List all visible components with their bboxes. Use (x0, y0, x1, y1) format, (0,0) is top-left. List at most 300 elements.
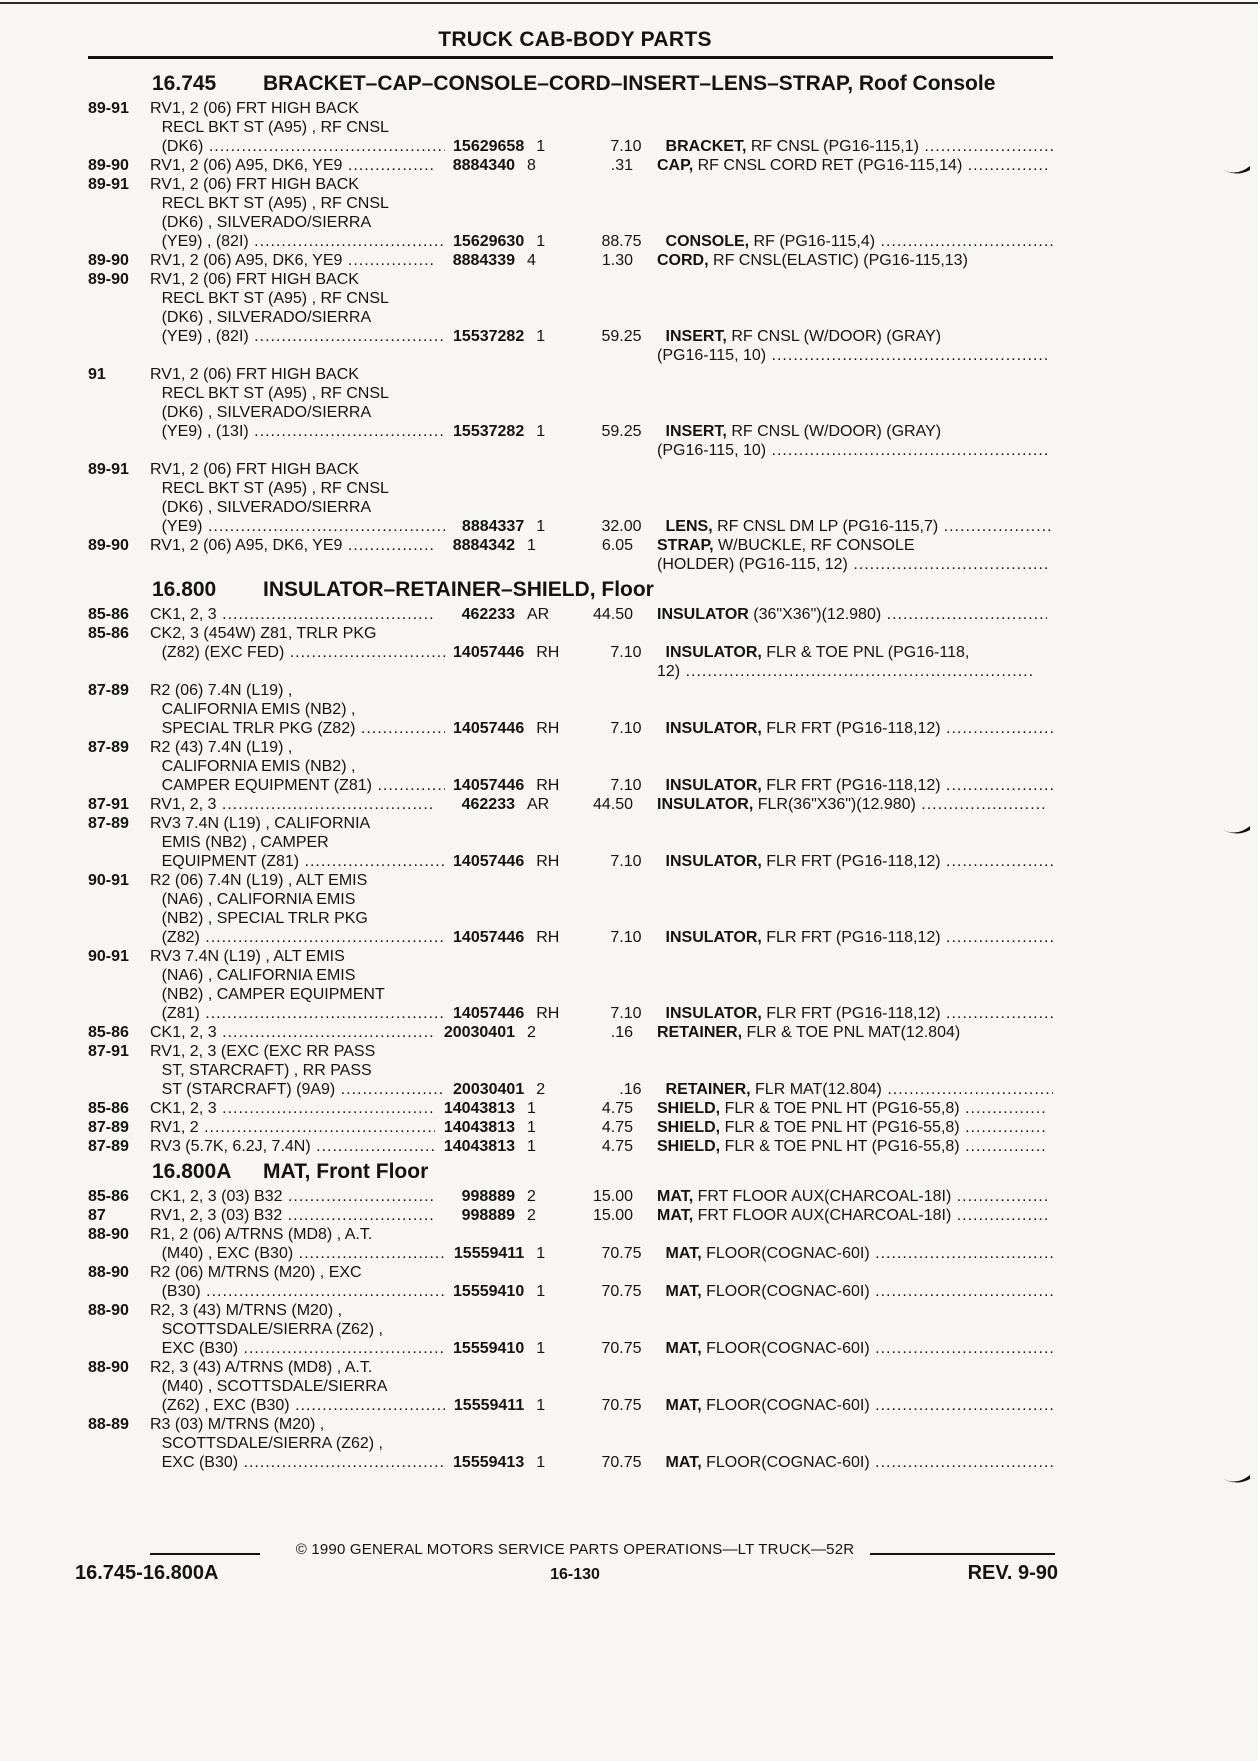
price (566, 966, 642, 985)
table-row (88, 137, 1053, 156)
quantity (515, 346, 557, 365)
application: SCOTTSDALE/SIERRA (Z62) , (161, 1321, 383, 1338)
price (566, 194, 642, 213)
copyright-notice: © 1990 GENERAL MOTORS SERVICE PARTS OPERATIONS—LT TRUCK—52R (295, 1541, 855, 1558)
quantity (515, 1415, 557, 1434)
model-years (88, 719, 150, 738)
quantity: RH (536, 720, 560, 737)
description-detail: FLR & TOE PNL HT (PG16-55,8) (720, 1119, 960, 1136)
part-number: 14043813 (443, 1119, 515, 1136)
table-row (88, 681, 1053, 700)
model-years: 89-90 (88, 271, 129, 288)
price (566, 289, 642, 308)
price (566, 1320, 642, 1339)
table-row (88, 605, 1053, 624)
table-row (88, 643, 1053, 662)
table-row (88, 871, 1053, 890)
part-number (435, 175, 515, 194)
quantity: 1 (536, 1454, 546, 1471)
application: EXC (B30) ..... (150, 1339, 445, 1358)
description-detail: RF CNSL (W/DOOR) (GRAY) (726, 423, 942, 440)
application: (Z82) ..... (150, 928, 445, 947)
quantity (515, 99, 557, 118)
description-name: INSULATOR, (665, 853, 762, 870)
section-heading (88, 68, 1053, 99)
description-name: INSULATOR, (665, 929, 762, 946)
description (633, 814, 1047, 833)
part-number (435, 738, 515, 757)
model-years (88, 890, 150, 909)
table-row (88, 814, 1053, 833)
part-number: 14057446 (453, 777, 525, 794)
table-row (88, 624, 1053, 643)
quantity: RH (536, 644, 560, 661)
application (150, 346, 435, 365)
price: 70.75 (601, 1340, 642, 1357)
model-years (88, 643, 150, 662)
quantity (524, 1434, 566, 1453)
model-years (88, 118, 150, 137)
table-row (88, 460, 1053, 479)
table-row (88, 384, 1053, 403)
description (642, 928, 1053, 947)
table-row (88, 757, 1053, 776)
description (642, 1396, 1053, 1415)
quantity (515, 738, 557, 757)
price (566, 479, 642, 498)
model-years: 89-91 (88, 461, 129, 478)
description (642, 909, 1053, 928)
quantity: 2 (536, 1081, 546, 1098)
application: RV1, 2, 3 (EXC (EXC RR PASS (150, 1043, 376, 1060)
description-detail: FLR & TOE PNL HT (PG16-55,8) (720, 1138, 960, 1155)
part-number: 15559411 (453, 1397, 525, 1414)
part-number (435, 460, 515, 479)
quantity: 1 (527, 1138, 536, 1155)
price (566, 1061, 642, 1080)
application: RECL BKT ST (A95) , RF CNSL (161, 480, 389, 497)
quantity: 1 (536, 1397, 546, 1414)
application: CK1, 2, 3 ..... (150, 605, 435, 624)
quantity: 1 (536, 518, 546, 535)
part-number (445, 1377, 524, 1396)
quantity: RH (536, 929, 560, 946)
part-number: 15537282 (453, 328, 525, 345)
description (633, 1023, 1047, 1042)
description-detail: FLR FRT (PG16-118,12) (761, 777, 941, 794)
description (633, 662, 1047, 681)
description (642, 1453, 1053, 1472)
price (557, 346, 633, 365)
model-years (88, 776, 150, 795)
part-number: 15559411 (453, 1245, 525, 1262)
quantity (515, 441, 557, 460)
model-years (88, 852, 150, 871)
price: 70.75 (601, 1283, 642, 1300)
part-number (435, 814, 515, 833)
application: (Z81) ..... (150, 1004, 445, 1023)
part-number (435, 662, 515, 681)
description-name: LENS, (665, 518, 713, 535)
price (566, 403, 642, 422)
model-years: 87 (88, 1207, 106, 1224)
description-detail: FLR FRT (PG16-118,12) (761, 720, 941, 737)
quantity (524, 384, 566, 403)
model-years: 89-90 (88, 252, 129, 269)
table-row (88, 738, 1053, 757)
quantity (515, 1042, 557, 1061)
description (633, 1187, 1047, 1206)
price (557, 1263, 633, 1282)
description (633, 1137, 1047, 1156)
description (642, 422, 1053, 441)
price (557, 175, 633, 194)
description-detail: FLOOR(COGNAC-60I) (701, 1340, 870, 1357)
description-detail: RF CNSL CORD RET (PG16-115,14) (693, 157, 963, 174)
quantity (524, 833, 566, 852)
part-number: 14043813 (443, 1100, 515, 1117)
model-years (88, 966, 150, 985)
model-years (88, 137, 150, 156)
description (633, 365, 1047, 384)
price: 7.10 (610, 138, 642, 155)
quantity (524, 985, 566, 1004)
quantity (515, 1358, 557, 1377)
part-number (445, 289, 524, 308)
model-years (88, 498, 150, 517)
price: 32.00 (601, 518, 642, 535)
description (633, 1225, 1047, 1244)
price: 59.25 (601, 328, 642, 345)
description-detail: RF CNSL (PG16-115,1) (746, 138, 919, 155)
quantity (515, 662, 557, 681)
table-row (88, 422, 1053, 441)
quantity: RH (536, 777, 560, 794)
quantity: 1 (527, 537, 536, 554)
part-number: 15559413 (453, 1454, 525, 1471)
table-row (88, 289, 1053, 308)
application: EXC (B30) ..... (150, 1453, 445, 1472)
table-row (88, 156, 1053, 175)
part-number: 462233 (461, 606, 515, 623)
application: RECL BKT ST (A95) , RF CNSL (161, 385, 389, 402)
price (557, 662, 633, 681)
application: SPECIAL TRLR PKG (Z82) ..... (150, 719, 445, 738)
part-number (445, 194, 524, 213)
model-years: 87-91 (88, 1043, 129, 1060)
table-row (88, 308, 1053, 327)
part-number (445, 403, 524, 422)
table-row (88, 118, 1053, 137)
model-years (88, 1282, 150, 1301)
description-name: MAT, (665, 1454, 702, 1471)
quantity (515, 460, 557, 479)
description (642, 479, 1053, 498)
part-number (445, 757, 524, 776)
application: SCOTTSDALE/SIERRA (Z62) , (161, 1435, 383, 1452)
price (566, 757, 642, 776)
price: 7.10 (610, 720, 642, 737)
description (633, 947, 1047, 966)
part-number (435, 681, 515, 700)
price (557, 1225, 633, 1244)
description (633, 738, 1047, 757)
model-years (88, 403, 150, 422)
table-row (88, 1377, 1053, 1396)
quantity (524, 213, 566, 232)
description-name: SHIELD, (657, 1119, 721, 1136)
part-number: 8884339 (452, 252, 515, 269)
price: 70.75 (601, 1245, 642, 1262)
price (557, 441, 633, 460)
table-row (88, 833, 1053, 852)
description-detail: (HOLDER) (PG16-115, 12) (657, 556, 848, 573)
model-years (88, 833, 150, 852)
application: CAMPER EQUIPMENT (Z81) ..... (150, 776, 445, 795)
part-number (435, 1263, 515, 1282)
application: RV1, 2 (06) FRT HIGH BACK (150, 366, 359, 383)
application: (DK6) , SILVERADO/SIERRA (161, 499, 372, 516)
model-years: 88-90 (88, 1359, 129, 1376)
price (566, 308, 642, 327)
description-detail: 12) (657, 663, 681, 680)
part-number (435, 624, 515, 643)
description-detail: FLR & TOE PNL MAT(12.804) (742, 1024, 961, 1041)
application: RECL BKT ST (A95) , RF CNSL (161, 119, 389, 136)
price: 88.75 (601, 233, 642, 250)
model-years (88, 422, 150, 441)
description-detail: RF CNSL DM LP (PG16-115,7) (712, 518, 939, 535)
price: 59.25 (601, 423, 642, 440)
model-years: 89-91 (88, 176, 129, 193)
description (633, 555, 1047, 574)
description (633, 441, 1047, 460)
price: 1.30 (601, 252, 633, 269)
quantity: 2 (527, 1024, 536, 1041)
part-number: 14057446 (453, 720, 525, 737)
description-name: MAT, (665, 1283, 702, 1300)
price (557, 681, 633, 700)
table-row (88, 1434, 1053, 1453)
description (633, 251, 1047, 270)
price: 7.10 (610, 644, 642, 661)
table-row (88, 270, 1053, 289)
description (633, 460, 1047, 479)
application: R2 (06) M/TRNS (M20) , EXC (150, 1264, 362, 1281)
table-row (88, 1225, 1053, 1244)
table-row (88, 1358, 1053, 1377)
section-number: 16.745 (152, 72, 217, 95)
description-name: INSULATOR, (657, 796, 754, 813)
description-name: INSULATOR, (665, 1005, 762, 1022)
application: R3 (03) M/TRNS (M20) , (150, 1416, 325, 1433)
description-detail: FLR FRT (PG16-118,12) (761, 929, 941, 946)
description-detail: RF CNSL(ELASTIC) (PG16-115,13) (708, 252, 968, 269)
table-row (88, 213, 1053, 232)
table-row (88, 232, 1053, 251)
punch-mark-icon (1220, 1475, 1250, 1485)
part-number: 15559410 (453, 1283, 525, 1300)
section-heading (88, 1156, 1053, 1187)
description (633, 1042, 1047, 1061)
description (642, 384, 1053, 403)
quantity: 1 (536, 1283, 546, 1300)
quantity: 1 (536, 423, 546, 440)
description-name: INSERT, (665, 423, 727, 440)
model-years (88, 232, 150, 251)
quantity (515, 555, 557, 574)
application (150, 555, 435, 574)
description-detail: FLOOR(COGNAC-60I) (701, 1245, 870, 1262)
application: CALIFORNIA EMIS (NB2) , (161, 701, 356, 718)
application: RV1, 2 (06) FRT HIGH BACK (150, 176, 359, 193)
model-years: 87-91 (88, 796, 129, 813)
description (642, 118, 1053, 137)
price (557, 1358, 633, 1377)
table-row (88, 346, 1053, 365)
table-row (88, 1282, 1053, 1301)
part-number: 8884342 (452, 537, 515, 554)
application: (YE9) , (82I) ..... (150, 327, 445, 346)
description (633, 156, 1047, 175)
section-number: 16.800 (152, 578, 217, 601)
part-number (435, 346, 515, 365)
quantity (524, 498, 566, 517)
quantity (515, 1263, 557, 1282)
price (557, 1301, 633, 1320)
price: 70.75 (601, 1397, 642, 1414)
description-name: CONSOLE, (665, 233, 750, 250)
table-row (88, 795, 1053, 814)
application: RV1, 2 (06) A95, DK6, YE9 ..... (150, 536, 435, 555)
model-years (88, 700, 150, 719)
quantity (524, 118, 566, 137)
quantity (524, 403, 566, 422)
model-years: 85-86 (88, 1024, 129, 1041)
description (642, 719, 1053, 738)
application: (NA6) , CALIFORNIA EMIS (161, 967, 356, 984)
part-number: 998889 (461, 1188, 515, 1205)
description (642, 1080, 1053, 1099)
model-years (88, 1320, 150, 1339)
model-years (88, 1453, 150, 1472)
application: RV1, 2, 3 (03) B32 ..... (150, 1206, 435, 1225)
quantity: AR (527, 606, 550, 623)
part-number (435, 270, 515, 289)
part-number (445, 1434, 524, 1453)
part-number (445, 1061, 524, 1080)
model-years (88, 289, 150, 308)
price (557, 1042, 633, 1061)
price: 4.75 (601, 1138, 633, 1155)
description (642, 1320, 1053, 1339)
table-row (88, 909, 1053, 928)
model-years: 85-86 (88, 606, 129, 623)
quantity: RH (536, 1005, 560, 1022)
model-years (88, 909, 150, 928)
quantity (524, 700, 566, 719)
description-detail: RF (PG16-115,4) (749, 233, 876, 250)
application: RV1, 2 (06) FRT HIGH BACK (150, 461, 359, 478)
price (557, 460, 633, 479)
table-row (88, 1320, 1053, 1339)
description (633, 871, 1047, 890)
application: ST, STARCRAFT) , RR PASS (161, 1062, 372, 1079)
model-years (88, 1396, 150, 1415)
description-name: INSULATOR, (665, 644, 762, 661)
price (557, 270, 633, 289)
punch-mark-icon (1220, 166, 1250, 176)
price (566, 700, 642, 719)
application: EMIS (NB2) , CAMPER (161, 834, 329, 851)
description (642, 776, 1053, 795)
page-number: 16-130 (550, 1566, 600, 1583)
part-number (445, 966, 524, 985)
application: R2 (06) 7.4N (L19) , (150, 682, 293, 699)
model-years: 87-89 (88, 739, 129, 756)
quantity: 4 (527, 252, 536, 269)
description-detail: FRT FLOOR AUX(CHARCOAL-18I) (693, 1188, 952, 1205)
model-years (88, 327, 150, 346)
price (566, 985, 642, 1004)
part-number (445, 909, 524, 928)
model-years (88, 308, 150, 327)
quantity: 1 (527, 1119, 536, 1136)
part-number (445, 118, 524, 137)
description (642, 1004, 1053, 1023)
description (642, 757, 1053, 776)
quantity (515, 175, 557, 194)
model-years: 85-86 (88, 1188, 129, 1205)
price: 7.10 (610, 777, 642, 794)
table-row (88, 1099, 1053, 1118)
description-detail: (PG16-115, 10) (657, 347, 767, 364)
part-number (445, 833, 524, 852)
description-name: RETAINER, (665, 1081, 751, 1098)
part-number (435, 441, 515, 460)
model-years (88, 441, 150, 460)
application: (NB2) , CAMPER EQUIPMENT (161, 986, 385, 1003)
part-number (435, 365, 515, 384)
description-name: MAT, (665, 1397, 702, 1414)
section-title: INSULATOR–RETAINER–SHIELD, Floor (263, 578, 654, 601)
application: CALIFORNIA EMIS (NB2) , (161, 758, 356, 775)
table-row (88, 1415, 1053, 1434)
application: R1, 2 (06) A/TRNS (MD8) , A.T. (150, 1226, 373, 1243)
application: (NB2) , SPECIAL TRLR PKG (161, 910, 368, 927)
part-number (445, 498, 524, 517)
model-years: 89-90 (88, 157, 129, 174)
model-years: 85-86 (88, 1100, 129, 1117)
model-years (88, 1339, 150, 1358)
table-row (88, 441, 1053, 460)
table-row (88, 1061, 1053, 1080)
part-number (445, 985, 524, 1004)
application: (Z82) (EXC FED) ..... (150, 643, 445, 662)
section-title: BRACKET–CAP–CONSOLE–CORD–INSERT–LENS–STRAP, Roof Console (263, 72, 996, 95)
table-row (88, 194, 1053, 213)
price (566, 833, 642, 852)
model-years: 89-90 (88, 537, 129, 554)
quantity: 1 (536, 1245, 546, 1262)
description (642, 194, 1053, 213)
price: 4.75 (601, 1100, 633, 1117)
description-detail: (36"X36")(12.980) (748, 606, 882, 623)
description (642, 643, 1053, 662)
description-name: CORD, (657, 252, 709, 269)
table-row (88, 1396, 1053, 1415)
application: RV3 (5.7K, 6.2J, 7.4N) ..... (150, 1137, 435, 1156)
